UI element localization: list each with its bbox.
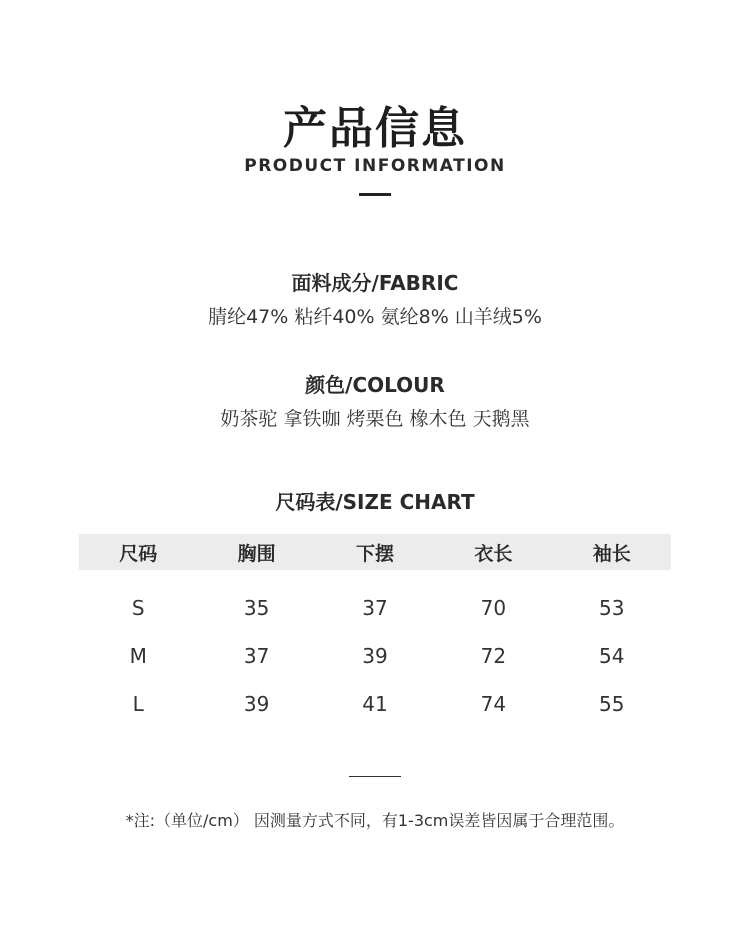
footer-divider bbox=[349, 776, 401, 777]
table-cell: 72 bbox=[480, 644, 507, 668]
table-cell: 37 bbox=[362, 596, 388, 620]
table-cell: 39 bbox=[243, 692, 270, 716]
column-header-size: 尺码 bbox=[79, 534, 197, 570]
table-row bbox=[79, 680, 671, 728]
measurement-note: *注:（单位/cm） 因测量方式不同，有1-3cm误差皆因属于合理范围。 bbox=[125, 811, 625, 830]
table-cell: 41 bbox=[362, 692, 388, 716]
table-cell: 74 bbox=[480, 692, 507, 716]
colour-options: 奶茶驼 拿铁咖 烤栗色 橡木色 天鹅黑 bbox=[220, 408, 530, 430]
table-row bbox=[79, 570, 671, 632]
table-cell: 70 bbox=[480, 596, 507, 620]
fabric-heading: 面料成分/FABRIC bbox=[291, 271, 459, 295]
table-cell: 37 bbox=[243, 644, 270, 668]
fabric-composition: 腈纶47% 粘纤40% 氨纶8% 山羊绒5% bbox=[208, 306, 542, 328]
table-cell: 55 bbox=[599, 692, 625, 716]
title-divider bbox=[359, 193, 391, 196]
column-header-sleeve: 袖长 bbox=[553, 534, 671, 570]
size-chart-heading: 尺码表/SIZE CHART bbox=[275, 490, 475, 514]
table-header-row bbox=[79, 534, 671, 570]
table-cell: 39 bbox=[362, 644, 388, 668]
table-cell: M bbox=[129, 644, 147, 668]
column-header-length: 衣长 bbox=[434, 534, 552, 570]
column-header-chest: 胸围 bbox=[197, 534, 315, 570]
table-cell: L bbox=[132, 692, 144, 716]
table-cell: 54 bbox=[599, 644, 625, 668]
table-row bbox=[79, 632, 671, 680]
size-chart-table bbox=[79, 534, 671, 728]
page-title: 产品信息 bbox=[283, 103, 467, 154]
colour-heading: 颜色/COLOUR bbox=[305, 373, 445, 397]
table-cell: S bbox=[131, 596, 145, 620]
table-cell: 53 bbox=[599, 596, 625, 620]
column-header-hem: 下摆 bbox=[316, 534, 434, 570]
page-subtitle: PRODUCT INFORMATION bbox=[244, 156, 506, 176]
table-cell: 35 bbox=[243, 596, 270, 620]
